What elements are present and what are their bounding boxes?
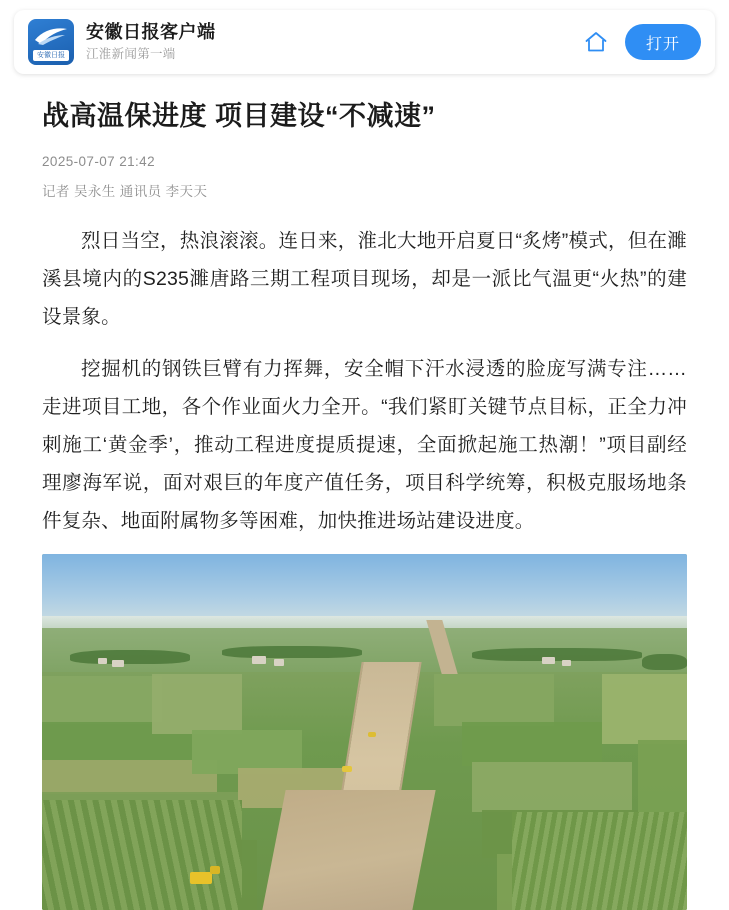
- graded-earthworks: [262, 790, 435, 910]
- village-building: [562, 660, 571, 666]
- construction-vehicle: [368, 732, 376, 737]
- byline: 记者 吴永生 通讯员 李天天: [42, 184, 208, 199]
- home-icon-glyph: [582, 28, 610, 56]
- aerial-construction-photo: [42, 554, 687, 910]
- excavator-arm: [210, 866, 220, 874]
- construction-vehicle: [342, 766, 352, 772]
- publish-timestamp: 2025-07-07 21:42: [42, 154, 155, 169]
- field-patch: [602, 674, 687, 744]
- field-patch: [152, 674, 242, 734]
- article-photo: [42, 554, 687, 910]
- excavator: [190, 872, 212, 884]
- paragraph: 挖掘机的钢铁巨臂有力挥舞，安全帽下汗水浸透的脸庞写满专注……走进项目工地，各个作业面火力全开。“我们紧盯关键节点目标，正全力冲刺施工‘黄金季’，推动工程进度提质提速，全面掀起施工热潮！”项目副经理廖海军说，面对艰巨的年度产值任务，项目科学统筹，积极克服场地条件复杂、地面附属物多等困难，加快推进场站建设进度。: [42, 358, 687, 532]
- field-furrows: [512, 812, 687, 910]
- field-patch: [434, 674, 554, 726]
- app-name: 安徽日报客户端: [86, 22, 216, 42]
- app-slogan: 江淮新闻第一端: [86, 47, 176, 61]
- village-building: [274, 659, 284, 666]
- field-patch: [42, 676, 162, 724]
- field-patch: [42, 760, 217, 794]
- app-logo: [28, 19, 74, 65]
- app-logo-badge: 安徽日报: [33, 50, 69, 61]
- home-icon[interactable]: [581, 27, 611, 57]
- village-building: [252, 656, 266, 664]
- article-body: [0, 74, 729, 540]
- village-building: [112, 660, 124, 667]
- village-building: [542, 657, 555, 664]
- tree-line: [472, 648, 642, 661]
- tree-line: [222, 646, 362, 658]
- eagle-swoosh-icon: [34, 26, 68, 46]
- tree-line: [642, 654, 687, 670]
- article-paragraphs: [42, 222, 687, 540]
- village-building: [98, 658, 107, 664]
- field-patch: [472, 762, 632, 812]
- paragraph: 烈日当空，热浪滚滚。连日来，淮北大地开启夏日“炙烤”模式，但在濉溪县境内的S235濉唐路三期工程项目现场，却是一派比气温更“火热”的建设景象。: [42, 230, 687, 328]
- tree-line: [70, 650, 190, 664]
- app-promo-bar: [14, 10, 715, 74]
- app-info: [86, 21, 581, 63]
- open-app-button[interactable]: 打开: [625, 24, 701, 60]
- page-title: 战高温保进度 项目建设“不减速”: [42, 101, 436, 131]
- field-furrows: [42, 800, 242, 910]
- field-patch: [462, 722, 602, 766]
